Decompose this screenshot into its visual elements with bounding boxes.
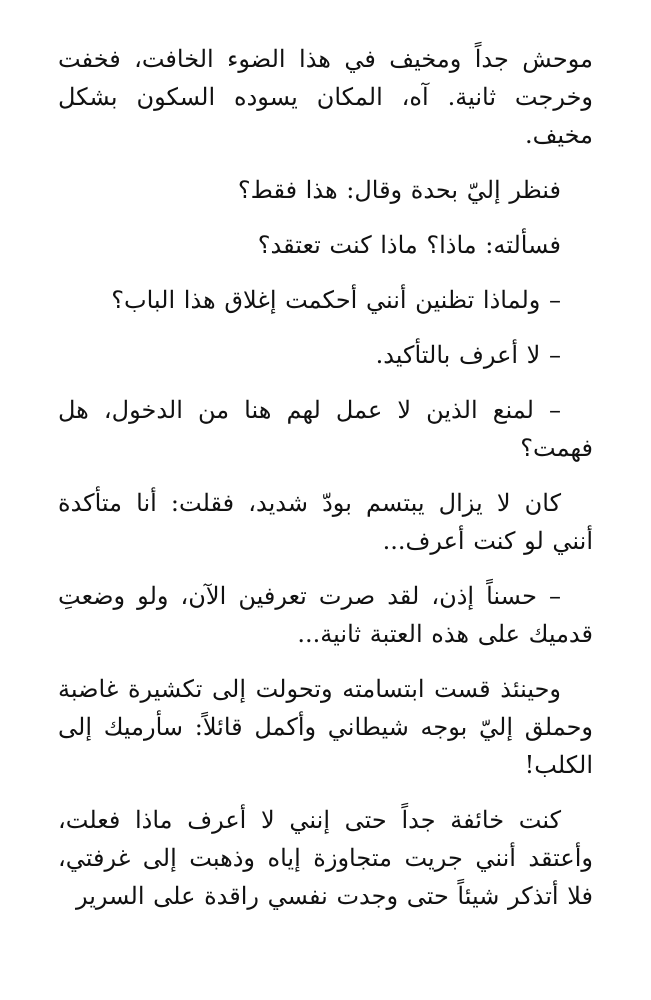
paragraph-5: – لا أعرف بالتأكيد. [375,341,561,369]
paragraph-6: – لمنع الذين لا عمل لهم هنا من الدخول، هل فهمت؟ [58,396,593,462]
paragraph-4: – ولماذا تظنين أنني أحكمت إغلاق هذا الباب؟ [111,286,561,314]
paragraph-7: كان لا يزال يبتسم بودّ شديد، فقلت: أنا متأكدة أنني لو كنت أعرف... [58,489,593,555]
paragraph-9: وحينئذ قست ابتسامته وتحولت إلى تكشيرة غاضبة وحملق إليّ بوجه شيطاني وأكمل قائلاً: سأرميك إلى الكلب! [58,675,593,779]
book-page [58,40,593,1000]
paragraph-8: – حسناً إذن، لقد صرت تعرفين الآن، ولو وضعتِ قدميك على هذه العتبة ثانية... [58,582,593,648]
paragraph-1: موحش جداً ومخيف في هذا الضوء الخافت، فخفت وخرجت ثانية. آه، المكان يسوده السكون بشكل مخيف. [58,45,593,149]
paragraph-3: فسألته: ماذا؟ ماذا كنت تعتقد؟ [257,231,561,259]
paragraph-10: كنت خائفة جداً حتى إنني لا أعرف ماذا فعلت، وأعتقد أنني جريت متجاوزة إياه وذهبت إلى غرفتي، فلا أتذكر شيئاً حتى وجدت نفسي راقدة على السرير [58,806,593,910]
paragraph-2: فنظر إليّ بحدة وقال: هذا فقط؟ [237,176,561,204]
